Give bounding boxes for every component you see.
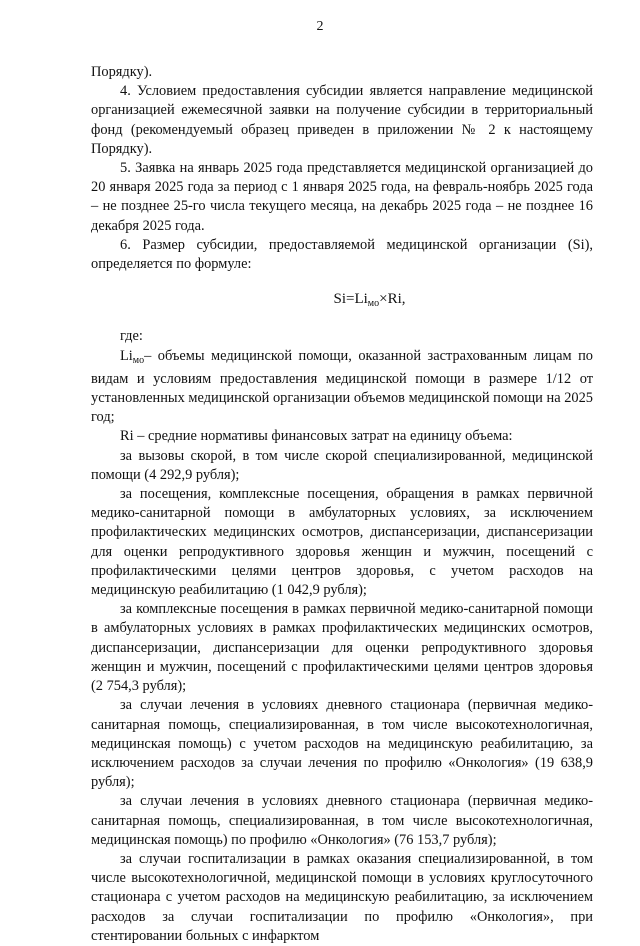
formula-lhs: Si=Li — [333, 291, 368, 308]
rate-outpatient-visits: за посещения, комплексные посещения, обращения в рамках первичной медико-санитарной помощи в амбулаторных условиях, за исключением профилактических медицинских осмотров, диспансеризации, диспансеризации для оценки репродуктивного здоровья женщин и мужчин, посещений с профилактическими целями центров здоровья, с учетом расходов на медицинскую реабилитацию (1 042,9 рубля); — [91, 486, 593, 599]
rate-day-hospital-oncology: за случаи лечения в условиях дневного стационара (первичная медико-санитарная помощь, специализированная, в том числе высокотехнологичная, медицинская помощь) по профилю «Онкология» (76 153,7 рубля); — [91, 793, 593, 848]
paragraph-item-4: 4. Условием предоставления субсидии является направление медицинской организацией ежемесячной заявки на получение субсидии в территориальный фонд (рекомендуемый образец приведен в приложении № 2 к настоящему Порядку). — [91, 83, 593, 157]
where-label: где: — [120, 328, 143, 345]
subsidy-formula — [146, 290, 593, 313]
document-body — [91, 63, 593, 946]
li-definition: – объемы медицинской помощи, оказанной застрахованным лицам по видам и условиям предоставления медицинской помощи в размере 1/12 от установленных медицинской организации объемов медицинской помощи на 2025 год; — [91, 347, 593, 426]
paragraph-continuation: Порядку). — [91, 64, 153, 80]
rate-hospitalization: за случаи госпитализации в рамках оказания специализированной, в том числе высокотехнологичной, медицинской помощи в условиях круглосуточного стационара с учетом расходов на медицинскую реабилитацию, за исключением расходов за случаи госпитализации по профилю «Онкология», при стентировании больных с инфарктом — [91, 850, 593, 944]
li-term: Li — [120, 347, 133, 364]
li-subscript: мо — [132, 354, 145, 366]
rate-day-hospital: за случаи лечения в условиях дневного стационара (первичная медико-санитарная помощь, специализированная, в том числе высокотехнологичная, медицинская помощь) с учетом расходов на медицинскую реабилитацию, за исключением расходов за случаи лечения по профилю «Онкология» (19 638,9 рубля); — [91, 697, 593, 791]
page-number: 2 — [316, 19, 324, 34]
definition-li — [91, 347, 593, 428]
rate-emergency-calls: за вызовы скорой, в том числе скорой специализированной, медицинской помощи (4 292,9 рубля); — [91, 447, 593, 483]
paragraph-item-6: 6. Размер субсидии, предоставляемой медицинской организации (Si), определяется по формуле: — [91, 236, 593, 273]
formula-subscript: мо — [367, 298, 380, 310]
definition-ri: Ri – средние нормативы финансовых затрат на единицу объема: — [120, 428, 513, 445]
formula-rhs: ×Ri, — [379, 291, 406, 308]
rate-complex-visits: за комплексные посещения в рамках первичной медико-санитарной помощи в амбулаторных условиях в рамках профилактических медицинских осмотров, диспансеризации, диспансеризации для оценки репродуктивного здоровья женщин и мужчин, посещений с профилактическими целями центров здоровья (2 754,3 рубля); — [91, 601, 593, 695]
paragraph-item-5: 5. Заявка на январь 2025 года представляется медицинской организацией до 20 января 2025 года за период с 1 января 2025 года, на февраль-ноябрь 2025 года – не позднее 25-го числа текущего месяца, на декабрь 2025 года – не позднее 16 декабря 2025 года. — [91, 160, 593, 234]
